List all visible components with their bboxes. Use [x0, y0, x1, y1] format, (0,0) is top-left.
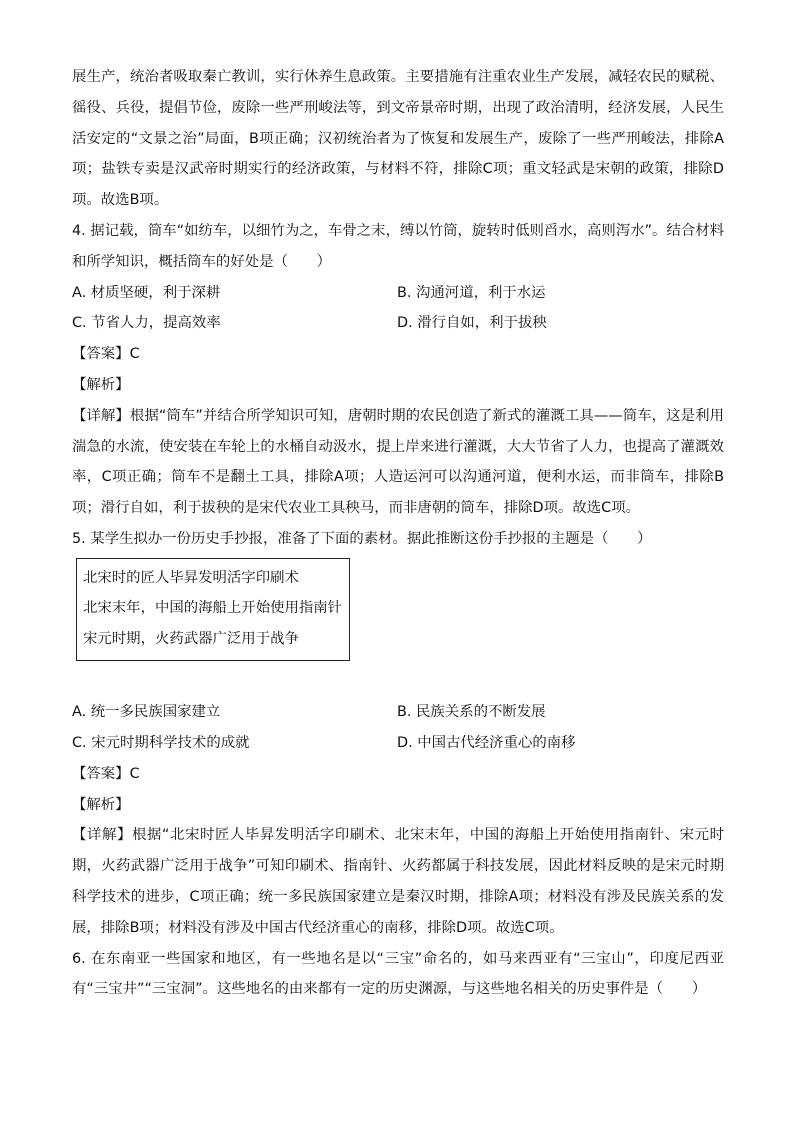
question-5-answer: 【答案】C: [72, 765, 140, 782]
question-4-analysis-label: 【解析】: [72, 376, 130, 393]
question-5-stem: 5. 某学生拟办一份历史手抄报，准备了下面的素材。据此推断这份手抄报的主题是（ ）: [72, 530, 652, 547]
question-5-options-row-2: [72, 728, 724, 759]
material-line-3: 宋元时期，火药武器广泛用于战争: [83, 630, 299, 647]
previous-explanation: 展生产，统治者吸取秦亡教训，实行休养生息政策。主要措施有注重农业生产发展，减轻农民的赋税、徭役、兵役，提倡节俭，废除一些严刑峻法等，到文帝景帝时期，出现了政治清明，经济发展，人民生活安定的“文景之治”局面，B项正确；汉初统治者为了恢复和发展生产，废除了一些严刑峻法，排除A项；盐铁专卖是汉武帝时期实行的经济政策，与材料不符，排除C项；重文轻武是宋朝的政策，排除D项。故选B项。: [72, 69, 724, 209]
question-5-option-c: C. 宋元时期科学技术的成就: [72, 735, 250, 752]
question-5-option-a: A. 统一多民族国家建立: [72, 704, 221, 721]
material-line-2: 北宋末年，中国的海船上开始使用指南针: [83, 600, 343, 617]
question-5-material-box: [76, 558, 350, 662]
question-4-answer: 【答案】C: [72, 346, 140, 363]
question-5-options-row-1: [72, 697, 724, 728]
question-4-option-c: C. 节省人力，提高效率: [72, 315, 221, 332]
question-5-analysis-label: 【解析】: [72, 796, 130, 813]
question-5-detail: 【详解】根据“北宋时匠人毕昇发明活字印刷术、北宋末年，中国的海船上开始使用指南针、宋元时期，火药武器广泛用于战争”可知印刷术、指南针、火药都属于科技发展，因此材料反映的是宋元时期科学技术的进步，C项正确；统一多民族国家建立是秦汉时期，排除A项；材料没有涉及民族关系的发展，排除B项；材料没有涉及中国古代经济重心的南移，排除D项。故选C项。: [72, 827, 724, 936]
spacer: [72, 661, 724, 697]
question-6-stem: 6. 在东南亚一些国家和地区，有一些地名是以“三宝”命名的，如马来西亚有“三宝山”，印度尼西亚有“三宝井”“三宝洞”。这些地名的由来都有一定的历史渊源，与这些地名相关的历史事件是（ ）: [72, 950, 724, 998]
question-4-stem: 4. 据记载，筒车“如纺车，以细竹为之，车骨之末，缚以竹筒，旋转时低则舀水，高则泻水”。结合材料和所学知识，概括筒车的好处是（ ）: [72, 222, 725, 270]
question-4-option-b: B. 沟通河道，利于水运: [397, 284, 546, 301]
question-4-options-row-2: [72, 308, 724, 339]
material-line-1: 北宋时的匠人毕昇发明活字印刷术: [83, 569, 299, 586]
question-4-detail: 【详解】根据“筒车”并结合所学知识可知，唐朝时期的农民创造了新式的灌溉工具——筒车，这是利用湍急的水流，使安装在车轮上的水桶自动汲水，提上岸来进行灌溉，大大节省了人力，也提高了灌溉效率，C项正确；筒车不是翻土工具，排除A项；人造运河可以沟通河道，便利水运，而非筒车，排除B项；滑行自如，利于拔秧的是宋代农业工具秧马，而非唐朝的筒车，排除D项。故选C项。: [72, 407, 724, 517]
question-4-option-d: D. 滑行自如，利于拔秧: [397, 315, 547, 332]
document-page: [72, 62, 724, 1005]
question-4-options-row-1: [72, 278, 724, 309]
question-5-option-d: D. 中国古代经济重心的南移: [397, 735, 576, 752]
question-4-option-a: A. 材质坚硬，利于深耕: [72, 284, 221, 301]
question-5-option-b: B. 民族关系的不断发展: [397, 704, 546, 721]
